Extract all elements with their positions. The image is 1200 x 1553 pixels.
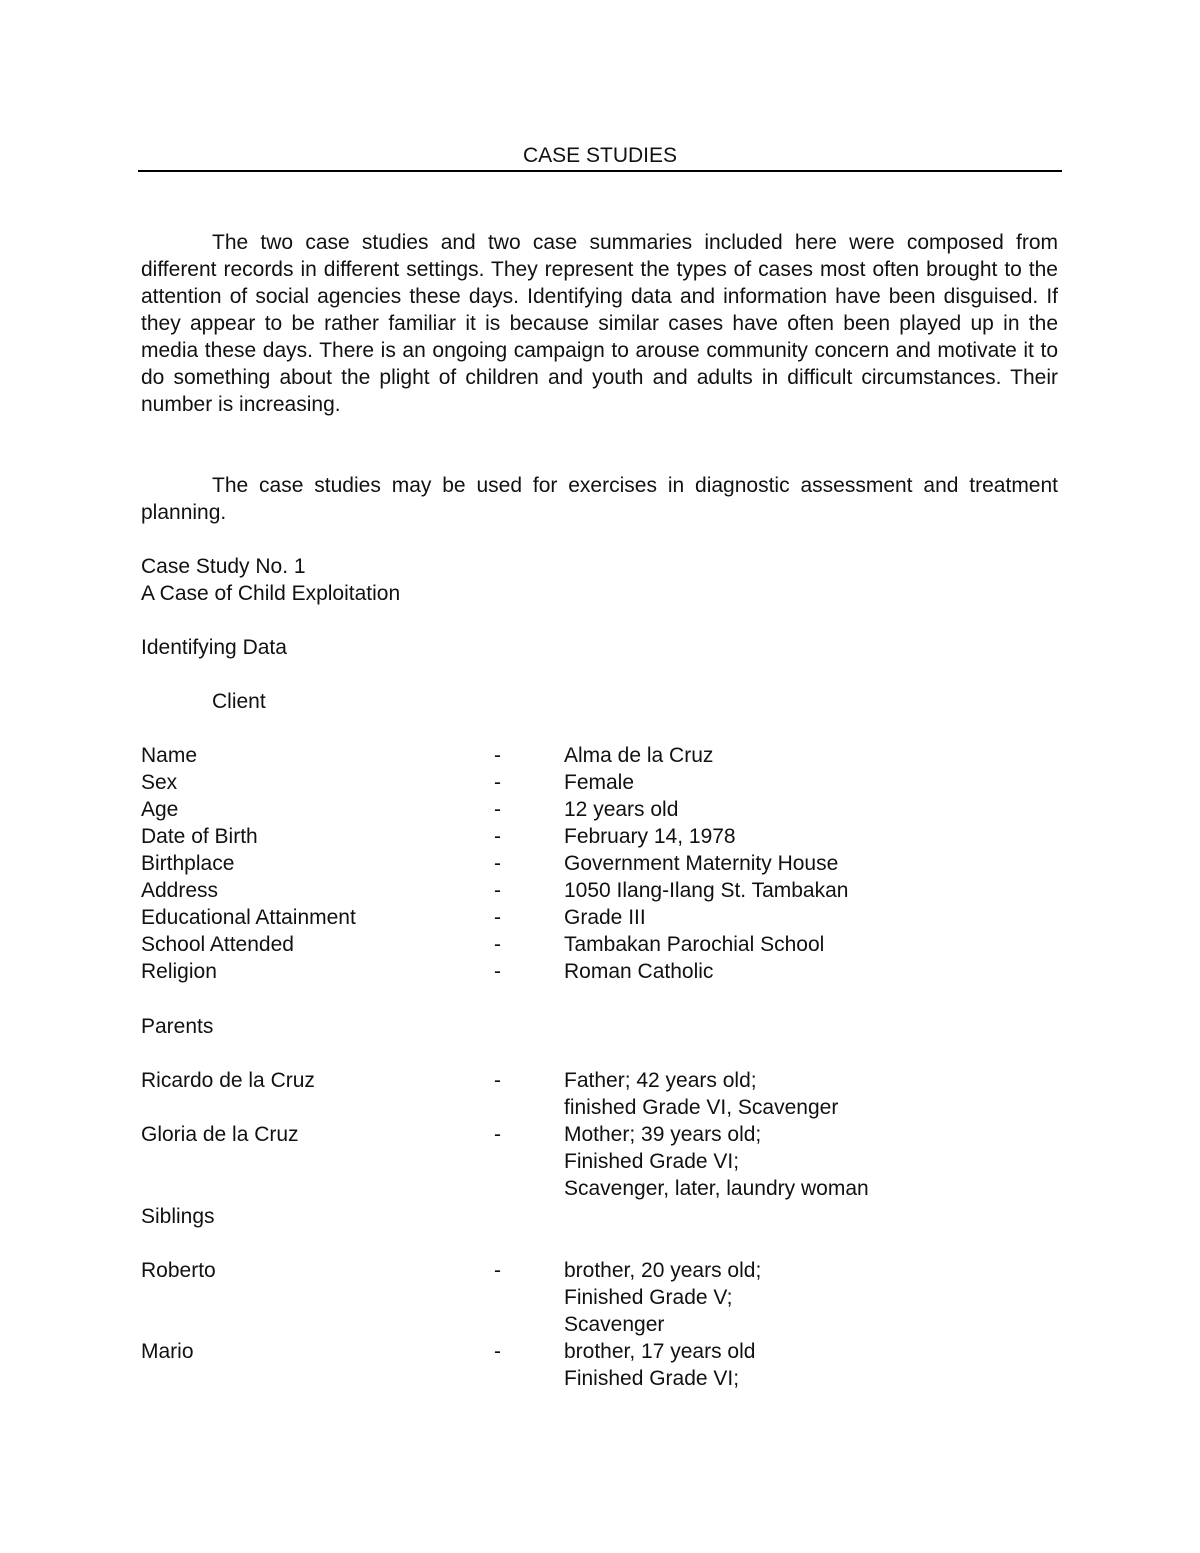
parent-row-value-line: Father; 42 years old; (564, 1069, 757, 1092)
parent-row-value-line: Scavenger, later, laundry woman (564, 1177, 869, 1200)
parent-row-value-line: finished Grade VI, Scavenger (564, 1096, 839, 1119)
separator-dash: - (494, 771, 501, 794)
sibling-row-value (564, 1257, 761, 1338)
client-field-row-label: Address (141, 879, 219, 902)
separator-dash: - (494, 879, 501, 902)
sibling-row-label: Mario (141, 1340, 194, 1363)
identifying-data-heading: Identifying Data (141, 636, 287, 659)
client-field-row-value: 1050 Ilang-Ilang St. Tambakan (564, 879, 849, 902)
separator-dash: - (494, 933, 501, 956)
separator-dash: - (494, 1259, 501, 1282)
sibling-row-value (564, 1338, 755, 1392)
parent-row-label: Gloria de la Cruz (141, 1123, 299, 1146)
client-field-row-value: Female (564, 771, 635, 794)
sibling-row-value-line: brother, 20 years old; (564, 1259, 762, 1282)
client-field-row-label: School Attended (141, 933, 294, 956)
separator-dash: - (494, 1069, 501, 1092)
title-underline (138, 170, 1062, 172)
separator-dash: - (494, 852, 501, 875)
client-field-row-value: Tambakan Parochial School (564, 933, 825, 956)
sibling-row-value-line: Scavenger (564, 1313, 665, 1336)
client-field-row-label: Birthplace (141, 852, 235, 875)
sibling-row-value-line: Finished Grade V; (564, 1286, 733, 1309)
page-title: CASE STUDIES (522, 144, 678, 167)
sibling-row-value-line: brother, 17 years old (564, 1340, 756, 1363)
parents-heading: Parents (141, 1015, 214, 1038)
separator-dash: - (494, 960, 501, 983)
case-title: A Case of Child Exploitation (141, 582, 401, 605)
parent-row-value-line: Mother; 39 years old; (564, 1123, 762, 1146)
parent-row-value-line: Finished Grade VI; (564, 1150, 740, 1173)
case-number: Case Study No. 1 (141, 555, 306, 578)
parent-row-value (564, 1121, 869, 1202)
client-field-row-value: 12 years old (564, 798, 679, 821)
parent-row-value (564, 1067, 838, 1121)
separator-dash: - (494, 798, 501, 821)
usage-paragraph: The case studies may be used for exercises in diagnostic assessment and treatment planning. (141, 474, 1058, 524)
client-heading: Client (212, 690, 266, 713)
siblings-heading: Siblings (141, 1205, 215, 1228)
separator-dash: - (494, 906, 501, 929)
client-field-row-label: Educational Attainment (141, 906, 356, 929)
separator-dash: - (494, 825, 501, 848)
intro-paragraph: The two case studies and two case summaries included here were composed from different records in different settings. They represent the types of cases most often brought to the attention of social agencies these days. Identifying data and information have been disguised. If they appear to be rather familiar it is because similar cases have often been played up in the media these days. There is an ongoing campaign to arouse community concern and motivate it to do something about the plight of children and youth and adults in difficult circumstances. Their number is increasing. (141, 231, 1058, 416)
separator-dash: - (494, 1340, 501, 1363)
separator-dash: - (494, 1123, 501, 1146)
client-field-row-value: Alma de la Cruz (564, 744, 714, 767)
client-field-row-value: Grade III (564, 906, 646, 929)
client-field-row-label: Sex (141, 771, 178, 794)
client-field-row-value: Government Maternity House (564, 852, 839, 875)
sibling-row-value-line: Finished Grade VI; (564, 1367, 740, 1390)
separator-dash: - (494, 744, 501, 767)
parent-row-label: Ricardo de la Cruz (141, 1069, 315, 1092)
client-field-row-label: Date of Birth (141, 825, 258, 848)
client-field-row-value: February 14, 1978 (564, 825, 736, 848)
client-field-row-label: Religion (141, 960, 217, 983)
client-field-row-value: Roman Catholic (564, 960, 714, 983)
client-field-row-label: Age (141, 798, 179, 821)
sibling-row-label: Roberto (141, 1259, 216, 1282)
client-field-row-label: Name (141, 744, 198, 767)
